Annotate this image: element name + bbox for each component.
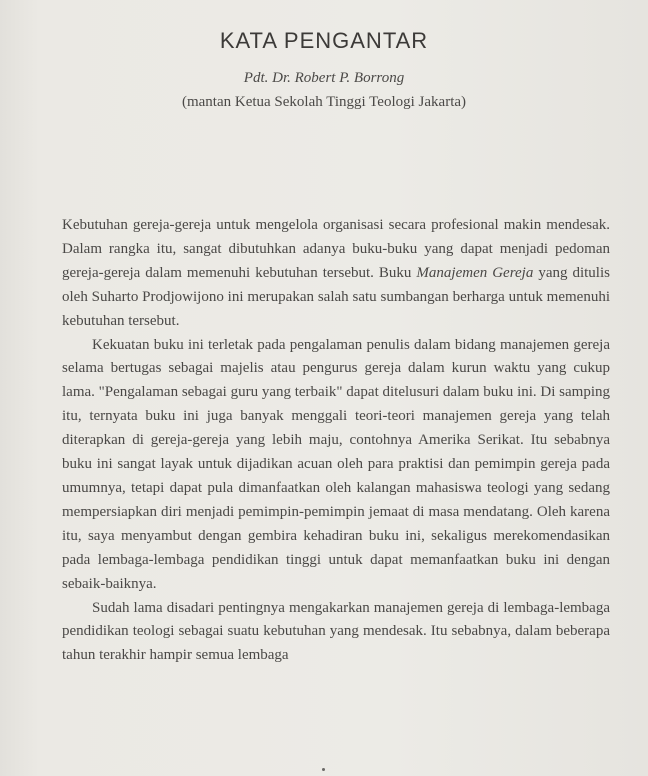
paragraph-1 [62,214,610,334]
paragraph-1-before: Kebutuhan gereja-gereja untuk mengelola organisasi secara profesional makin mendesak. Dalam rangka itu, sangat dibutuhkan adanya buku-buku yang dapat menjadi pedoman gereja-gereja dalam memenuhi kebutuhan tersebut. Buku [62,217,610,281]
author-name: Pdt. Dr. Robert P. Borrong [243,70,405,86]
body-text [62,214,610,668]
book-title-emphasis: Manajemen Gereja [416,264,534,281]
paragraph-3: Sudah lama disadari pentingnya mengakarkan manajemen gereja di lembaga-lembaga pendidikan teologi sebagai suatu kebutuhan yang mendesak. Itu sebabnya, dalam beberapa tahun terakhir hampir semua lembaga [62,599,610,664]
page-mark [322,768,325,771]
author-affiliation: (mantan Ketua Sekolah Tinggi Teologi Jakarta) [181,94,467,110]
paragraph-2: Kekuatan buku ini terletak pada pengalaman penulis dalam bidang manajemen gereja selama bertugas sebagai majelis atau pengurus gereja dalam kurun waktu yang cukup lama. "Pengalaman sebagai guru yang terbaik" dapat ditelusuri dalam buku ini. Di samping itu, ternyata buku ini juga banyak menggali teori-teori manajemen gereja yang telah diterapkan di gereja-gereja yang lebih maju, contohnya Amerika Serikat. Itu sebabnya buku ini sangat layak untuk dijadikan acuan oleh para praktisi dan pemimpin gereja pada umumnya, tetapi dapat pula dimanfaatkan oleh kalangan mahasiswa teologi yang sedang mempersiapkan diri menjadi pemimpin-pemimpin jemaat di masa mendatang. Oleh karena itu, saya menyambut dengan gembira kehadiran buku ini, sekaligus merekomendasikan pada lembaga-lembaga pendidikan tinggi untuk dapat memanfaatkan buku ini dengan sebaik-baiknya. [62,336,610,592]
paragraph-1-after: yang ditulis oleh Suharto Prodjowijono ini merupakan salah satu sumbangan berharga untuk memenuhi kebutuhan tersebut. [62,264,610,329]
page-title: KATA PENGANTAR [219,28,429,53]
